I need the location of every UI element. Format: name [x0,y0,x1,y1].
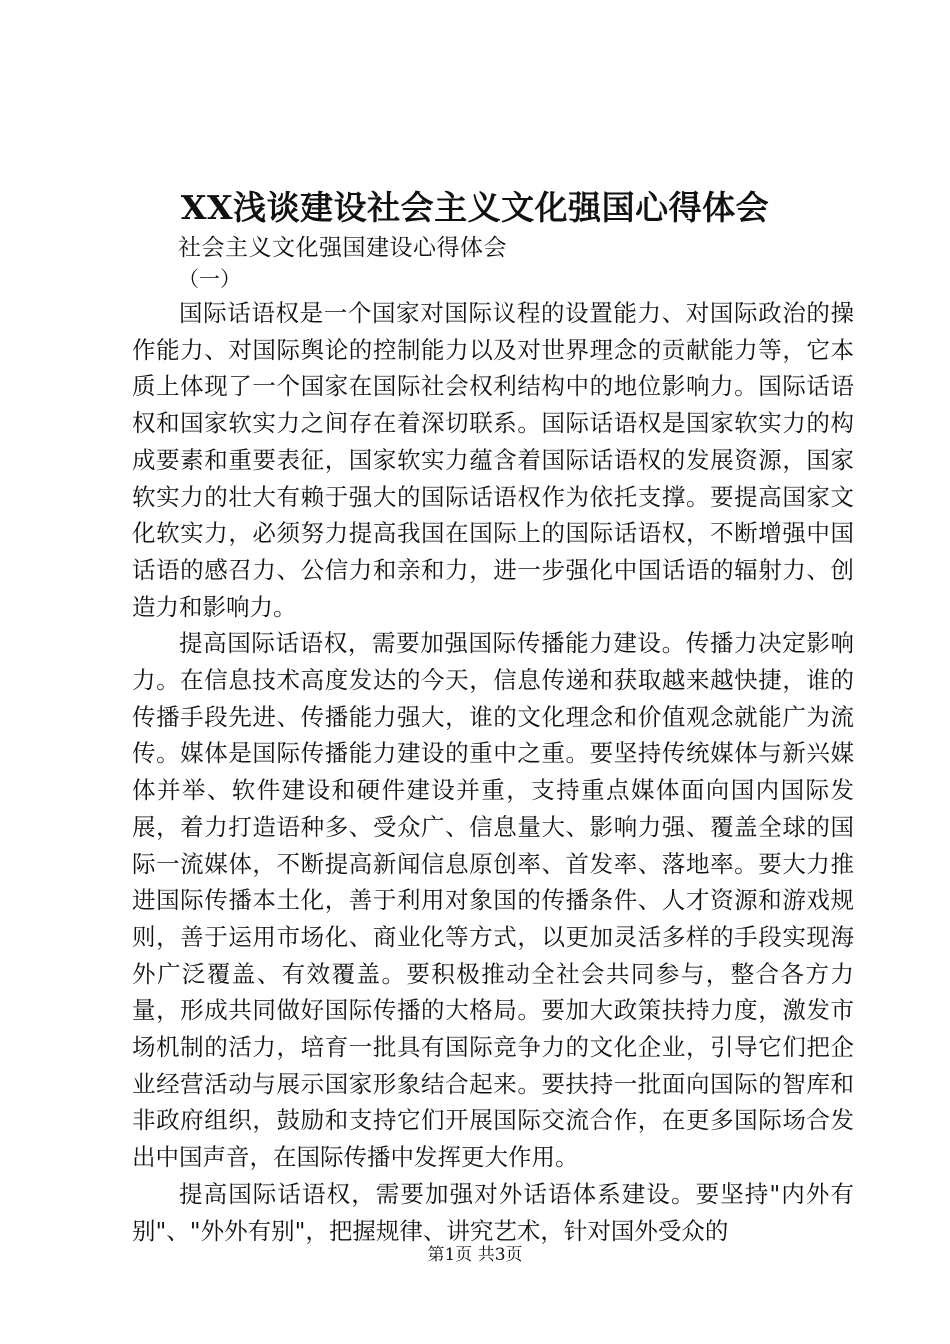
document-body [132,295,854,1249]
document-title: XX浅谈建设社会主义文化强国心得体会 [180,188,770,227]
section-marker: （一） [178,267,241,291]
paragraph: 国际话语权是一个国家对国际议程的设置能力、对国际政治的操作能力、对国际舆论的控制能力以及对世界理念的贡献能力等，它本质上体现了一个国家在国际社会权利结构中的地位影响力。国际话语权和国家软实力之间存在着深切联系。国际话语权是国家软实力的构成要素和重要表征，国家软实力蕴含着国际话语权的发展资源，国家软实力的壮大有赖于强大的国际话语权作为依托支撑。要提高国家文化软实力，必须努力提高我国在国际上的国际话语权，不断增强中国话语的感召力、公信力和亲和力，进一步强化中国话语的辐射力、创造力和影响力。 [132,299,854,621]
paragraph: 提高国际话语权，需要加强对外话语体系建设。要坚持"内外有别"、"外外有别"，把握规律、讲究艺术，针对国外受众的 [132,1179,854,1245]
document-subtitle: 社会主义文化强国建设心得体会 [178,235,507,261]
paragraph: 提高国际话语权，需要加强国际传播能力建设。传播力决定影响力。在信息技术高度发达的今天，信息传递和获取越来越快捷，谁的传播手段先进、传播能力强大，谁的文化理念和价值观念就能广为流传。媒体是国际传播能力建设的重中之重。要坚持传统媒体与新兴媒体并举、软件建设和硬件建设并重，支持重点媒体面向国内国际发展，着力打造语种多、受众广、信息量大、影响力强、覆盖全球的国际一流媒体，不断提高新闻信息原创率、首发率、落地率。要大力推进国际传播本土化，善于利用对象国的传播条件、人才资源和游戏规则，善于运用市场化、商业化等方式，以更加灵活多样的手段实现海外广泛覆盖、有效覆盖。要积极推动全社会共同参与，整合各方力量，形成共同做好国际传播的大格局。要加大政策扶持力度，激发市场机制的活力，培育一批具有国际竞争力的文化企业，引导它们把企业经营活动与展示国家形象结合起来。要扶持一批面向国际的智库和非政府组织，鼓励和支持它们开展国际交流合作，在更多国际场合发出中国声音，在国际传播中发挥更大作用。 [132,629,854,1172]
page-number-footer: 第1页 共3页 [427,1245,523,1265]
